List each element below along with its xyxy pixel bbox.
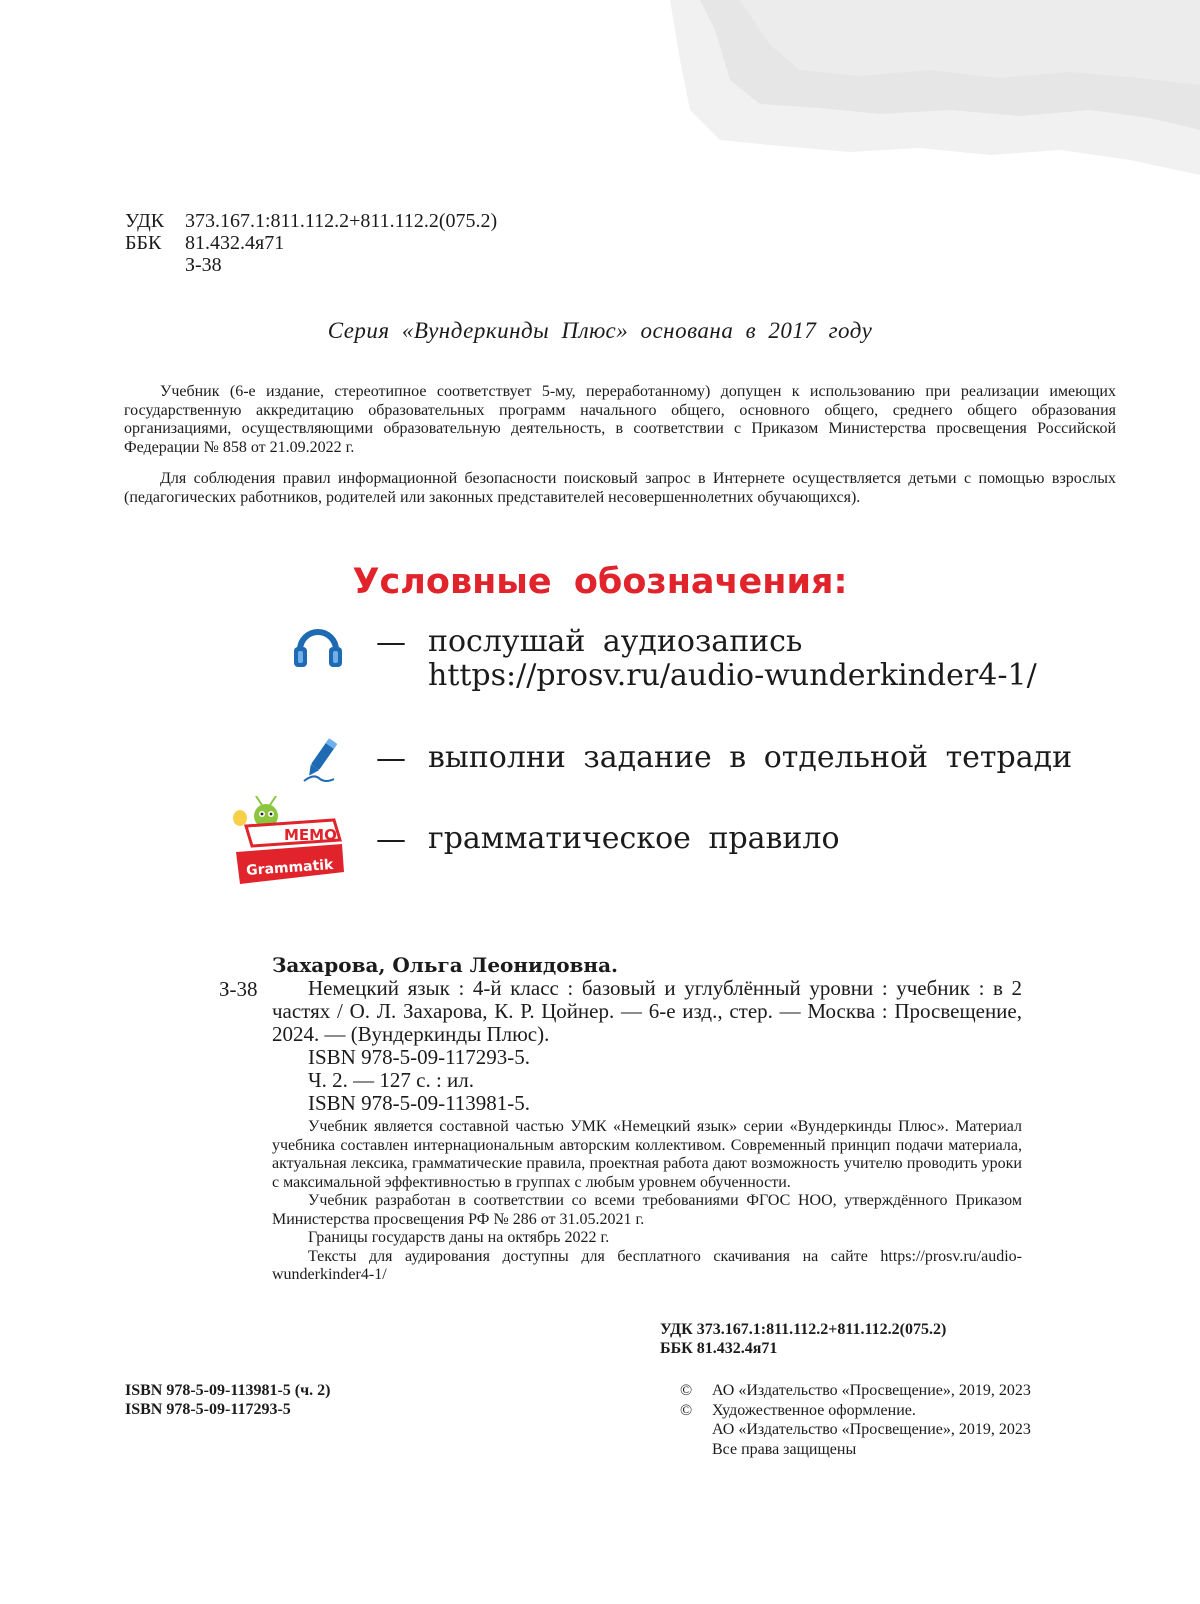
biblio-isbn1: ISBN 978-5-09-117293-5. — [308, 1045, 531, 1069]
copyright-symbol — [680, 1440, 712, 1460]
bbk-value: 81.432.4я71 — [185, 232, 285, 254]
copyright-block — [680, 1381, 1031, 1459]
pen-icon — [300, 735, 340, 785]
legend-dash: — — [376, 822, 406, 857]
code-key — [125, 254, 185, 276]
legend-title: Условные обозначения: — [352, 562, 848, 602]
copyright-symbol — [680, 1420, 712, 1440]
biblio-part: Ч. 2. — 127 с. : ил. — [308, 1068, 475, 1092]
memo-grammatik-icon — [226, 796, 352, 892]
legend-item-grammar: грамматическое правило — [428, 821, 840, 856]
biblio-author: Захарова, Ольга Леонидовна. — [272, 953, 618, 977]
biblio-description — [272, 977, 1022, 1115]
biblio-note: Границы государств даны на октябрь 2022 г. — [308, 1229, 610, 1246]
copyright-symbol: © — [680, 1382, 693, 1399]
udk-block — [125, 210, 497, 276]
legend-dash: — — [376, 625, 406, 660]
biblio-note: Тексты для аудирования доступны для бесплатного скачивания на сайте https://prosv.ru/audio-wunderkinder4-1/ — [272, 1247, 1022, 1283]
headphones-icon — [292, 620, 344, 670]
approval-paragraph: Учебник (6-е издание, стереотипное соответствует 5-му, переработанному) допущен к использованию при реализации имеющих государственную аккредитацию образовательных программ начального общего, основного общего, среднего общего образования организациями, осуществляющими образовательную деятельность, в соответствии с Приказом Министерства просвещения Российской Федерации № 858 от 21.09.2022 г. — [124, 383, 1116, 456]
bbk-key: ББК — [125, 232, 162, 254]
biblio-isbn2: ISBN 978-5-09-113981-5. — [308, 1091, 531, 1115]
legend-audio-label: послушай аудиозапись — [428, 624, 803, 659]
biblio-notes — [272, 1118, 1022, 1285]
bbk-bottom-line: ББК 81.432.4я71 — [660, 1340, 778, 1357]
copyright-line: АО «Издательство «Просвещение», 2019, 2023 — [712, 1382, 1031, 1399]
legend-audio-url: https://prosv.ru/audio-wunderkinder4-1/ — [428, 658, 1037, 693]
biblio-note: Учебник является составной частью УМК «Немецкий язык» серии «Вундеркинды Плюс». Материал учебника составлен интернациональным авторским коллективом. Современный принцип подачи материала, актуальная лексика, грамматические правила, проектная работа дают возможность учителю проводить уроки с максимальной эффективностью в группах с любым уровнем обученности. — [272, 1118, 1022, 1191]
biblio-code: З-38 — [219, 977, 258, 1001]
legend-item-workbook: выполни задание в отдельной тетради — [428, 740, 1073, 775]
isbn-set: ISBN 978-5-09-117293-5 — [125, 1401, 291, 1418]
copyright-symbol: © — [680, 1401, 693, 1419]
code-value: З-38 — [185, 254, 222, 276]
biblio-note: Учебник разработан в соответствии со всеми требованиями ФГОС НОО, утверждённого Приказом Министерства просвещения РФ № 286 от 31.05.2021 г. — [272, 1192, 1022, 1228]
biblio-description-text: Немецкий язык : 4-й класс : базовый и углублённый уровни : учебник : в 2 частях / О. Л. Захарова, К. Р. Цойнер. — 6-е изд., стер. — Москва : Просвещение, 2024. — (Вундеркинды Плюс). — [272, 976, 1022, 1046]
udk-bottom — [660, 1320, 946, 1358]
safety-paragraph: Для соблюдения правил информационной безопасности поисковый запрос в Интернете осуществляется детьми с помощью взрослых (педагогических работников, родителей или законных представителей несовершеннолетних обучающихся). — [124, 470, 1116, 506]
copyright-line: АО «Издательство «Просвещение», 2019, 2023 — [712, 1421, 1031, 1438]
copyright-line: Художественное оформление. — [712, 1401, 916, 1419]
legend-dash: — — [376, 741, 406, 776]
copyright-line: Все права защищены — [712, 1440, 857, 1458]
udk-bottom-line: УДК 373.167.1:811.112.2+811.112.2(075.2) — [660, 1321, 947, 1338]
isbn-part2: ISBN 978-5-09-113981-5 (ч. 2) — [125, 1382, 331, 1399]
udk-key: УДК — [125, 210, 165, 232]
udk-value: 373.167.1:811.112.2+811.112.2(075.2) — [185, 210, 498, 232]
legend-item-audio — [428, 625, 1037, 693]
isbn-bottom — [125, 1381, 330, 1419]
series-line: Серия «Вундеркинды Плюс» основана в 2017 году — [327, 318, 873, 343]
grammatik-label: Grammatik — [245, 856, 334, 880]
torn-paper-decoration — [0, 0, 1200, 180]
memo-label: MEMO — [284, 826, 337, 844]
